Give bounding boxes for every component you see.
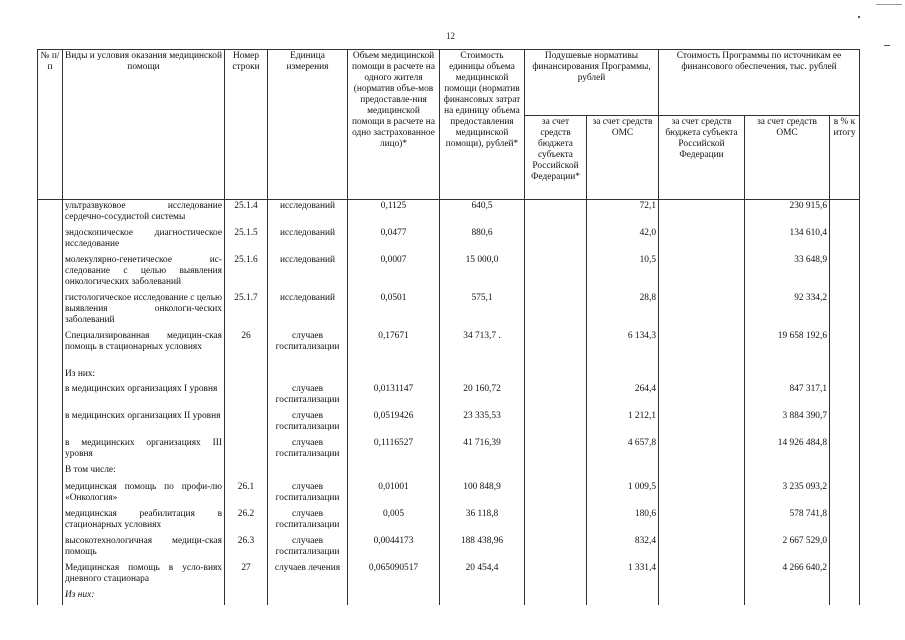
row-name: гистологическое исследование с целью выявления онкологи-ческих заболеваний (63, 292, 225, 330)
row-volume: 0,0007 (348, 254, 440, 292)
row-unit: случаев лечения (268, 562, 348, 589)
row-norm-oms: 1 331,4 (587, 562, 659, 589)
row-name: Из них: (63, 589, 225, 605)
num-cell (38, 227, 63, 254)
row-unit: исследований (268, 292, 348, 330)
num-cell (38, 589, 63, 605)
row-unit: случаев госпитализации (268, 410, 348, 437)
header-norm-budget: за счет средств бюджета субъекта Российской Федерации* (525, 116, 587, 200)
table-row (38, 292, 860, 330)
table-row (38, 464, 860, 481)
table-row (38, 227, 860, 254)
row-prog-budget (659, 227, 745, 254)
table-row (38, 368, 860, 383)
row-prog-budget (659, 330, 745, 368)
row-cost: 100 848,9 (440, 481, 525, 508)
row-norm-budget (525, 562, 587, 589)
row-volume: 0,065090517 (348, 562, 440, 589)
row-number: 26.2 (225, 508, 268, 535)
header-no: № п/п (38, 50, 63, 200)
row-prog-oms: 2 667 529,0 (745, 535, 830, 562)
row-unit: исследований (268, 254, 348, 292)
table-row (38, 481, 860, 508)
scan-mark (858, 16, 860, 18)
row-prog-pct (830, 437, 860, 464)
row-number: 25.1.5 (225, 227, 268, 254)
row-unit (268, 464, 348, 481)
table-row (38, 410, 860, 437)
row-unit (268, 589, 348, 605)
row-prog-oms (745, 464, 830, 481)
row-prog-oms: 4 266 640,2 (745, 562, 830, 589)
row-volume: 0,0044173 (348, 535, 440, 562)
row-number (225, 383, 268, 410)
row-prog-oms: 134 610,4 (745, 227, 830, 254)
row-prog-budget (659, 292, 745, 330)
row-prog-oms: 19 658 192,6 (745, 330, 830, 368)
row-name: медицинская помощь по профи-лю «Онкология» (63, 481, 225, 508)
row-prog-oms: 3 884 390,7 (745, 410, 830, 437)
num-cell (38, 508, 63, 535)
row-prog-pct (830, 589, 860, 605)
row-unit: случаев госпитализации (268, 330, 348, 368)
header-name: Виды и условия оказания медицинской помощи (63, 50, 225, 200)
row-number (225, 368, 268, 383)
row-norm-budget (525, 481, 587, 508)
row-prog-pct (830, 368, 860, 383)
row-name: В том числе: (63, 464, 225, 481)
row-norm-oms: 264,4 (587, 383, 659, 410)
row-norm-budget (525, 437, 587, 464)
row-cost: 20 454,4 (440, 562, 525, 589)
row-prog-budget (659, 437, 745, 464)
row-norm-oms: 28,8 (587, 292, 659, 330)
row-unit: исследований (268, 200, 348, 227)
row-norm-budget (525, 410, 587, 437)
table-row (38, 589, 860, 605)
row-name: Из них: (63, 368, 225, 383)
row-cost: 188 438,96 (440, 535, 525, 562)
row-norm-oms: 10,5 (587, 254, 659, 292)
row-volume: 0,0501 (348, 292, 440, 330)
row-volume (348, 368, 440, 383)
row-volume: 0,0477 (348, 227, 440, 254)
row-prog-pct (830, 562, 860, 589)
row-cost (440, 368, 525, 383)
row-prog-budget (659, 254, 745, 292)
row-norm-oms: 6 134,3 (587, 330, 659, 368)
header-volume: Объем медицинской помощи в расчете на одного жителя (норматив объе-мов предоставле-ния медицинской помощи в расчете на одно застрахованное лицо)* (348, 50, 440, 200)
row-number: 27 (225, 562, 268, 589)
table-row (38, 200, 860, 227)
row-number: 26.1 (225, 481, 268, 508)
row-prog-oms: 847 317,1 (745, 383, 830, 410)
row-prog-pct (830, 508, 860, 535)
header-prog-pct: в % к итогу (830, 116, 860, 200)
row-norm-budget (525, 227, 587, 254)
row-cost: 575,1 (440, 292, 525, 330)
row-number (225, 410, 268, 437)
row-number (225, 589, 268, 605)
row-norm-budget (525, 589, 587, 605)
row-number: 26 (225, 330, 268, 368)
row-norm-budget (525, 330, 587, 368)
row-number: 25.1.4 (225, 200, 268, 227)
row-prog-pct (830, 200, 860, 227)
header-norm: Подушевые нормативы финансирования Программы, рублей (525, 50, 659, 116)
row-prog-pct (830, 292, 860, 330)
row-number (225, 464, 268, 481)
row-number: 25.1.7 (225, 292, 268, 330)
row-norm-oms: 832,4 (587, 535, 659, 562)
row-name: в медицинских организациях III уровня (63, 437, 225, 464)
row-norm-oms (587, 464, 659, 481)
row-cost: 20 160,72 (440, 383, 525, 410)
row-volume: 0,0131147 (348, 383, 440, 410)
row-cost: 23 335,53 (440, 410, 525, 437)
header-prog-budget: за счет средств бюджета субъекта Российской Федерации (659, 116, 745, 200)
row-norm-budget (525, 535, 587, 562)
table-row (38, 437, 860, 464)
row-prog-pct (830, 383, 860, 410)
table-row (38, 562, 860, 589)
num-cell (38, 481, 63, 508)
num-cell (38, 330, 63, 368)
num-cell (38, 562, 63, 589)
row-number (225, 437, 268, 464)
row-norm-oms: 180,6 (587, 508, 659, 535)
row-volume: 0,01001 (348, 481, 440, 508)
row-unit: случаев госпитализации (268, 535, 348, 562)
row-norm-budget (525, 508, 587, 535)
row-prog-budget (659, 383, 745, 410)
row-norm-budget (525, 254, 587, 292)
row-prog-budget (659, 589, 745, 605)
row-norm-oms: 4 657,8 (587, 437, 659, 464)
row-prog-oms: 14 926 484,8 (745, 437, 830, 464)
row-cost (440, 464, 525, 481)
row-prog-pct (830, 464, 860, 481)
row-volume: 0,0519426 (348, 410, 440, 437)
table-row (38, 330, 860, 368)
table-row (38, 508, 860, 535)
row-norm-budget (525, 200, 587, 227)
row-prog-budget (659, 464, 745, 481)
row-norm-oms (587, 368, 659, 383)
row-norm-oms: 42,0 (587, 227, 659, 254)
row-norm-budget (525, 383, 587, 410)
row-prog-pct (830, 330, 860, 368)
row-unit: исследований (268, 227, 348, 254)
num-cell (38, 410, 63, 437)
row-prog-pct (830, 481, 860, 508)
row-name: эндоскопическое диагностическое исследование (63, 227, 225, 254)
row-norm-oms: 1 009,5 (587, 481, 659, 508)
row-prog-oms (745, 368, 830, 383)
header-cost: Стоимость единицы объема медицинской помощи (норматив финансовых затрат на единицу объема предоставления медицинской помощи), рублей* (440, 50, 525, 200)
num-cell (38, 254, 63, 292)
header-prog: Стоимость Программы по источникам ее финансового обеспечения, тыс. рублей (659, 50, 860, 116)
header-prog-oms: за счет средств ОМС (745, 116, 830, 200)
row-prog-budget (659, 368, 745, 383)
row-cost: 41 716,39 (440, 437, 525, 464)
row-norm-budget (525, 368, 587, 383)
num-cell (38, 437, 63, 464)
row-prog-oms: 578 741,8 (745, 508, 830, 535)
row-cost: 640,5 (440, 200, 525, 227)
row-unit (268, 368, 348, 383)
row-cost: 15 000,0 (440, 254, 525, 292)
row-prog-budget (659, 562, 745, 589)
row-name: медицинская реабилитация в стационарных условиях (63, 508, 225, 535)
row-name: высокотехнологичная медици-ская помощь (63, 535, 225, 562)
row-unit: случаев госпитализации (268, 481, 348, 508)
header-unit: Единица измерения (268, 50, 348, 200)
row-cost: 880,6 (440, 227, 525, 254)
num-cell (38, 464, 63, 481)
row-prog-pct (830, 254, 860, 292)
header-row: Номер строки (225, 50, 268, 200)
row-norm-oms (587, 589, 659, 605)
row-name: Медицинская помощь в усло-виях дневного стационара (63, 562, 225, 589)
row-name: молекулярно-генетическое ис-следование с целью выявления онкологических заболеваний (63, 254, 225, 292)
row-name: в медицинских организациях I уровня (63, 383, 225, 410)
num-cell (38, 368, 63, 383)
row-unit: случаев госпитализации (268, 508, 348, 535)
header-norm-oms: за счет средств ОМС (587, 116, 659, 200)
num-cell (38, 383, 63, 410)
row-prog-oms: 33 648,9 (745, 254, 830, 292)
row-volume: 0,1116527 (348, 437, 440, 464)
row-prog-oms: 230 915,6 (745, 200, 830, 227)
row-volume: 0,005 (348, 508, 440, 535)
row-prog-pct (830, 227, 860, 254)
row-name: в медицинских организациях II уровня (63, 410, 225, 437)
page-number: 12 (446, 31, 455, 41)
table-row (38, 254, 860, 292)
row-prog-oms (745, 589, 830, 605)
row-unit: случаев госпитализации (268, 383, 348, 410)
row-volume: 0,17671 (348, 330, 440, 368)
row-name: Специализированная медицин-ская помощь в стационарных условиях (63, 330, 225, 368)
row-norm-oms: 1 212,1 (587, 410, 659, 437)
row-norm-budget (525, 464, 587, 481)
row-volume: 0,1125 (348, 200, 440, 227)
row-volume (348, 464, 440, 481)
num-cell (38, 292, 63, 330)
row-norm-oms: 72,1 (587, 200, 659, 227)
program-table (37, 49, 860, 605)
row-prog-pct (830, 535, 860, 562)
row-volume (348, 589, 440, 605)
table-row (38, 383, 860, 410)
row-name: ультразвуковое исследование сердечно-сосудистой системы (63, 200, 225, 227)
row-number: 26.3 (225, 535, 268, 562)
row-norm-budget (525, 292, 587, 330)
row-cost: 36 118,8 (440, 508, 525, 535)
row-prog-oms: 3 235 093,2 (745, 481, 830, 508)
row-prog-budget (659, 200, 745, 227)
row-number: 25.1.6 (225, 254, 268, 292)
scan-mark (876, 4, 902, 5)
row-cost (440, 589, 525, 605)
row-unit: случаев госпитализации (268, 437, 348, 464)
row-prog-oms: 92 334,2 (745, 292, 830, 330)
table-row (38, 535, 860, 562)
row-cost: 34 713,7 . (440, 330, 525, 368)
scan-mark (884, 45, 890, 46)
row-prog-budget (659, 481, 745, 508)
row-prog-budget (659, 535, 745, 562)
row-prog-pct (830, 410, 860, 437)
row-prog-budget (659, 508, 745, 535)
num-cell (38, 535, 63, 562)
row-prog-budget (659, 410, 745, 437)
num-cell (38, 200, 63, 227)
